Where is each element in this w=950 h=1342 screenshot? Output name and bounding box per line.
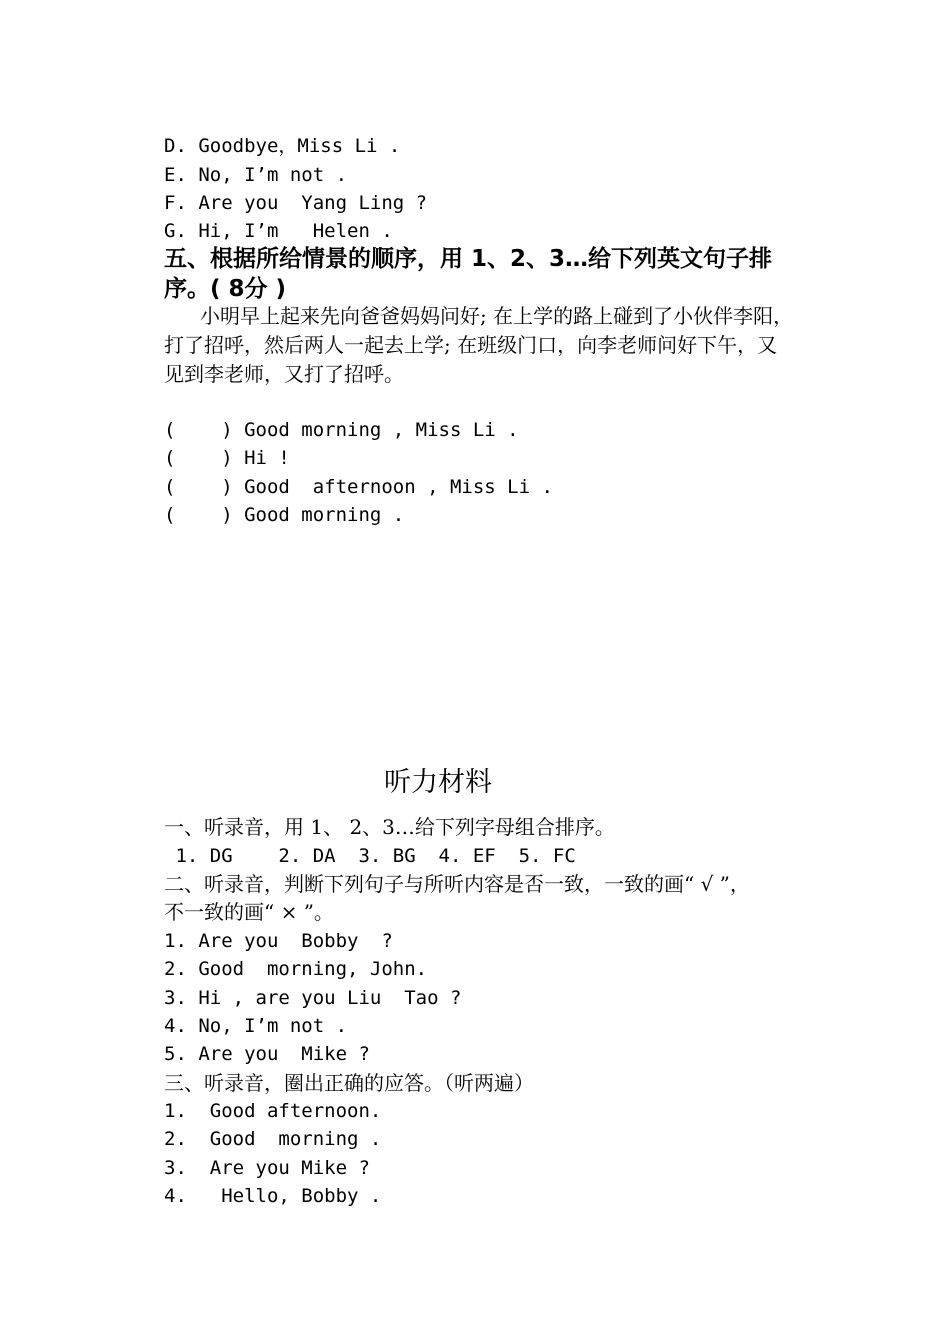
listening-part2-heading-line2: 不一致的画“ × ”。 — [164, 900, 334, 924]
option-e: E. No, I’m not . — [164, 164, 348, 186]
option-g: G. Hi, I’m Helen . — [164, 220, 393, 242]
option-f: F. Are you Yang Ling ? — [164, 192, 428, 214]
listening-part2-item-1: 1. Are you Bobby ? — [164, 930, 393, 952]
listening-part1-heading: 一、听录音，用 1、 2、3…给下列字母组合排序。 — [164, 815, 615, 839]
listening-title: 听力材料 — [384, 767, 492, 798]
listening-part2-item-2: 2. Good morning, John. — [164, 958, 428, 980]
section5-item-3: ( ) Good afternoon , Miss Li . — [164, 476, 553, 498]
listening-part3-item-2: 2. Good morning . — [164, 1128, 382, 1150]
section5-item-1: ( ) Good morning , Miss Li . — [164, 419, 519, 441]
listening-part3-heading: 三、听录音，圈出正确的应答。（听两遍） — [164, 1071, 534, 1095]
section5-heading: 五、根据所给情景的顺序，用 1、2、3…给下列英文句子排序。( 8分 ) — [164, 246, 773, 302]
listening-part1-answers: 1. DG 2. DA 3. BG 4. EF 5. FC — [164, 845, 576, 867]
option-d: D. Goodbye，Miss Li . — [164, 135, 401, 157]
section5-item-2: ( ) Hi ! — [164, 447, 290, 469]
listening-part2-item-5: 5. Are you Mike ? — [164, 1043, 370, 1065]
section5-item-4: ( ) Good morning . — [164, 504, 405, 526]
listening-part3-item-3: 3. Are you Mike ? — [164, 1157, 370, 1179]
listening-part2-item-3: 3. Hi , are you Liu Tao ? — [164, 987, 462, 1009]
section5-scenario: 小明早上起来先向爸爸妈妈问好; 在上学的路上碰到了小伙伴李阳，打了招呼，然后两人一起去上学; 在班级门口，向李老师问好下午，又见到李老师，又打了招呼。 — [164, 304, 794, 386]
listening-part2-heading-line1: 二、听录音，判断下列句子与所听内容是否一致，一致的画“ √ ”， — [164, 872, 750, 896]
listening-part2-item-4: 4. No, I’m not . — [164, 1015, 348, 1037]
listening-part3-item-1: 1. Good afternoon. — [164, 1100, 382, 1122]
listening-part3-item-4: 4. Hello, Bobby . — [164, 1185, 382, 1207]
